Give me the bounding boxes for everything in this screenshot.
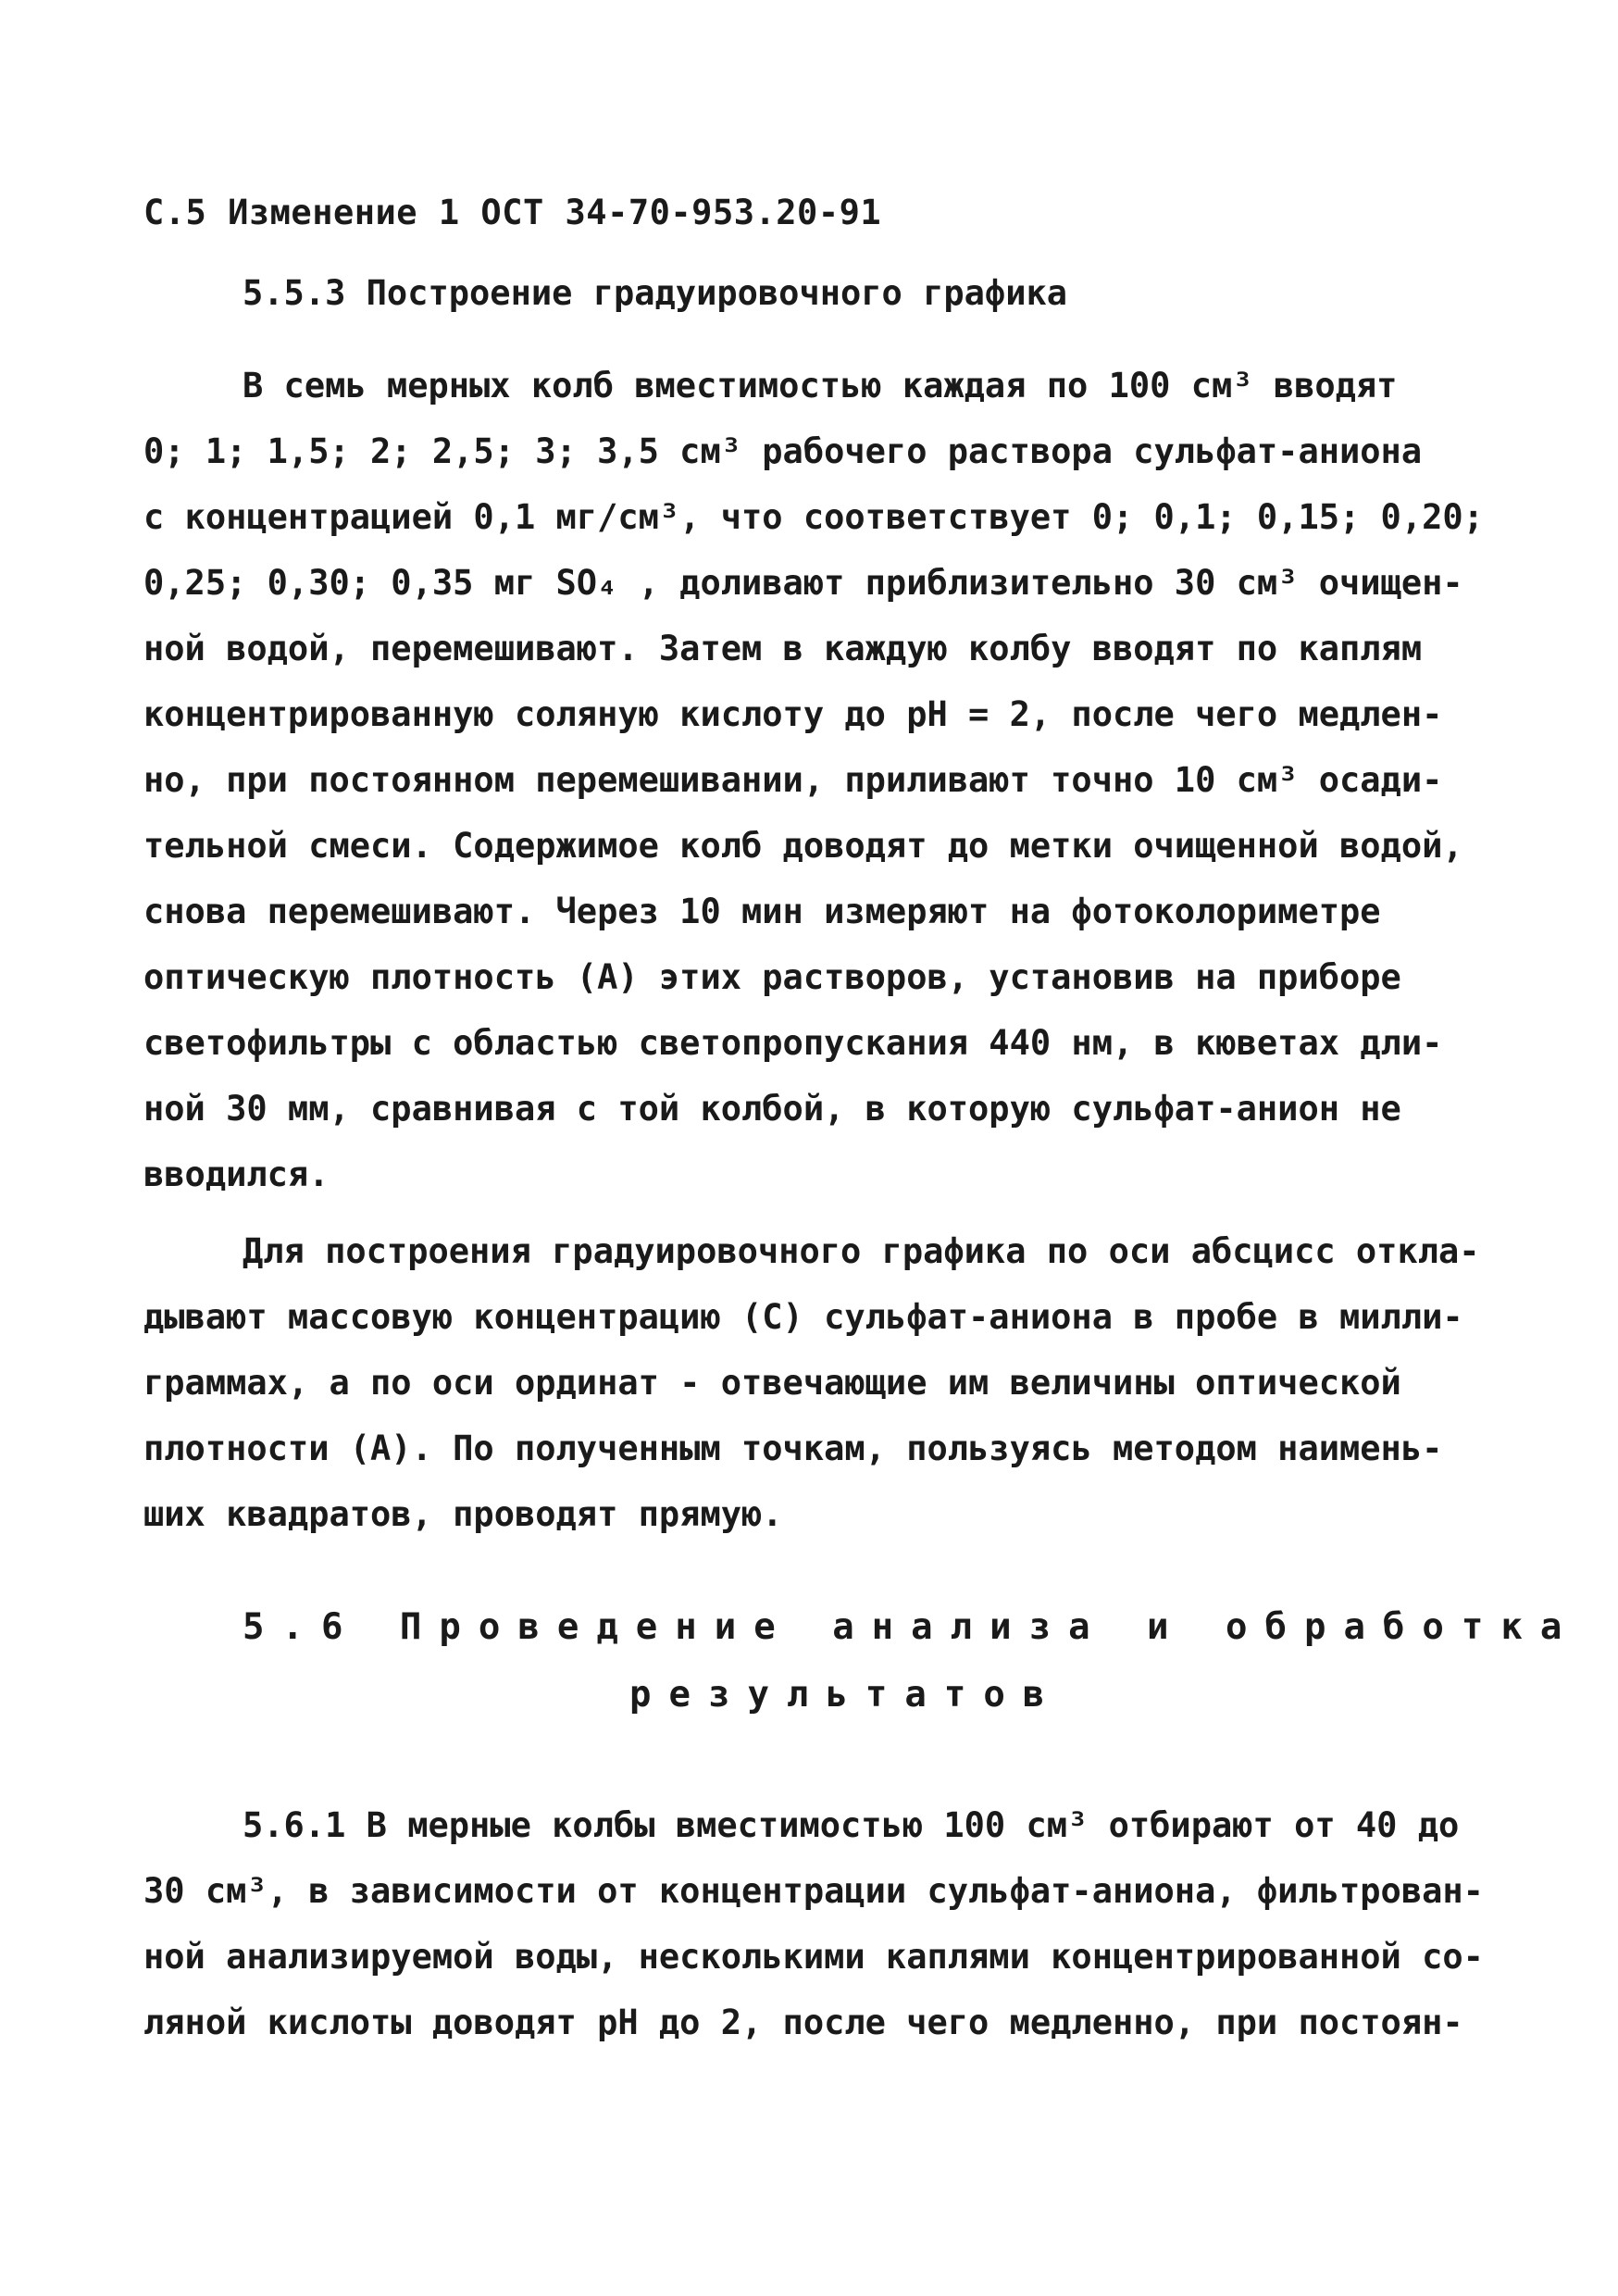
text-line: В семь мерных колб вместимостью каждая по 100 см³ вводят: [243, 366, 1398, 406]
text-line: ших квадратов, проводят прямую.: [143, 1494, 783, 1534]
text-line: но, при постоянном перемешивании, приливают точно 10 см³ осади-: [143, 760, 1443, 800]
text-line: Для построения градуировочного графика по оси абсцисс откла-: [243, 1231, 1480, 1271]
text-line: вводился.: [143, 1154, 330, 1194]
text-line: 30 см³, в зависимости от концентрации сульфат-аниона, фильтрован-: [143, 1871, 1484, 1911]
text-line: плотности (А). По полученным точкам, пользуясь методом наимень-: [143, 1429, 1443, 1468]
text-line: светофильтры с областью светопропускания 440 нм, в кюветах дли-: [143, 1023, 1443, 1063]
text-line: ной анализируемой воды, несколькими каплями концентрированной со-: [143, 1937, 1484, 1977]
text-line: ной 30 мм, сравнивая с той колбой, в которую сульфат-анион не: [143, 1089, 1401, 1129]
text-line: граммах, а по оси ординат - отвечающие им величины оптической: [143, 1363, 1401, 1403]
section-title-5-6-cont: результатов: [629, 1674, 1063, 1716]
text-line: 0,25; 0,30; 0,35 мг SO₄ , доливают приблизительно 30 см³ очищен-: [143, 563, 1463, 603]
section-title-5-6: 5.6 Проведение анализа и обработка: [243, 1606, 1580, 1648]
text-line: оптическую плотность (А) этих растворов, установив на приборе: [143, 957, 1401, 997]
text-line: снова перемешивают. Через 10 мин измеряют на фотоколориметре: [143, 892, 1381, 931]
page-header: С.5 Изменение 1 ОСТ 34-70-953.20-91: [143, 193, 882, 232]
text-line: 0; 1; 1,5; 2; 2,5; 3; 3,5 см³ рабочего раствора сульфат-аниона: [143, 431, 1423, 471]
text-line: дывают массовую концентрацию (С) сульфат-аниона в пробе в милли-: [143, 1297, 1463, 1337]
text-line: концентрированную соляную кислоту до pH = 2, после чего медлен-: [143, 694, 1443, 734]
text-line: тельной смеси. Содержимое колб доводят до метки очищенной водой,: [143, 826, 1463, 866]
text-line: ляной кислоты доводят pH до 2, после чего медленно, при постоян-: [143, 2003, 1463, 2042]
text-line: ной водой, перемешивают. Затем в каждую колбу вводят по каплям: [143, 629, 1423, 668]
text-line: с концентрацией 0,1 мг/см³, что соответствует 0; 0,1; 0,15; 0,20;: [143, 497, 1484, 537]
text-line: 5.6.1 В мерные колбы вместимостью 100 см³ отбирают от 40 до: [243, 1805, 1460, 1845]
section-heading-5-5-3: 5.5.3 Построение градуировочного графика: [243, 273, 1068, 313]
